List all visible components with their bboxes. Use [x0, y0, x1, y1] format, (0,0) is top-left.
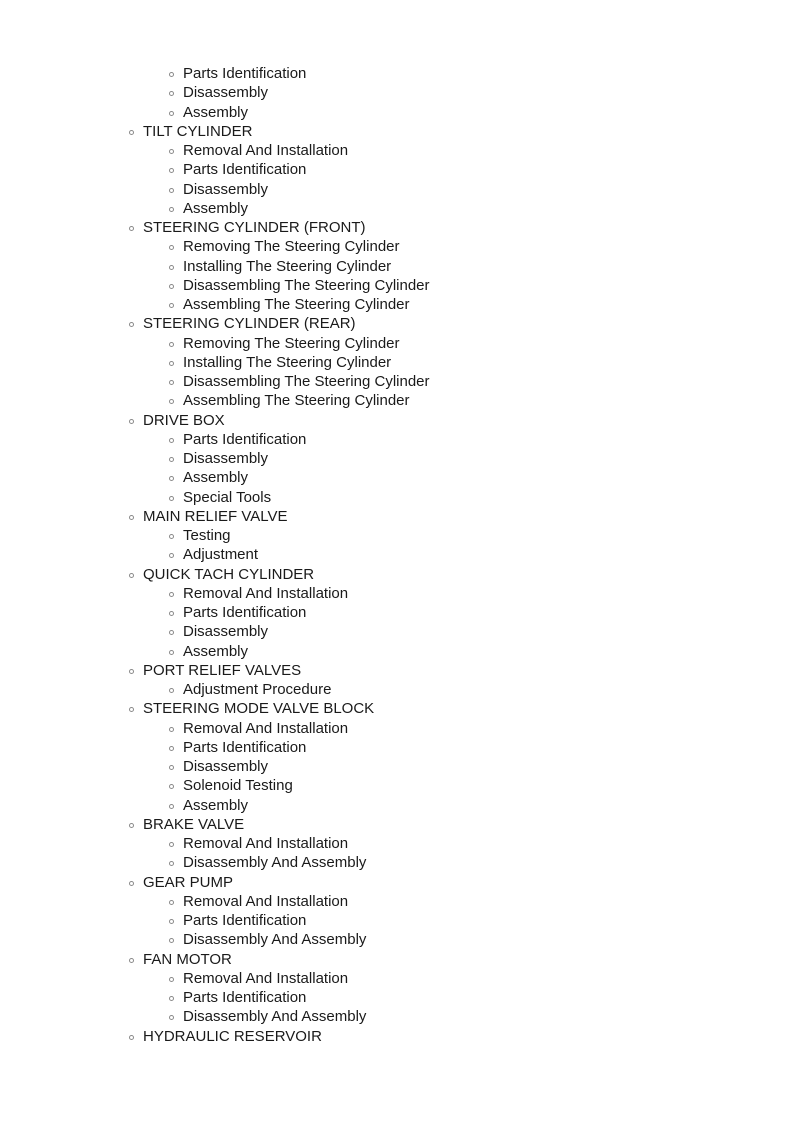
toc-section-item: [0, 873, 794, 892]
toc-section-item: [0, 314, 794, 333]
toc-subsection-item: [0, 642, 794, 661]
toc-item-label: STEERING CYLINDER (REAR): [143, 315, 356, 333]
bullet-circle-icon: [129, 958, 134, 963]
bullet-circle-icon: [169, 688, 174, 693]
bullet-circle-icon: [129, 669, 134, 674]
toc-subsection-item: [0, 834, 794, 853]
bullet-circle-icon: [129, 515, 134, 520]
bullet-circle-icon: [129, 322, 134, 327]
toc-section-item: [0, 815, 794, 834]
bullet-circle-icon: [129, 226, 134, 231]
toc-item-label: Disassembly: [183, 450, 269, 467]
bullet-circle-icon: [129, 823, 134, 828]
toc-item-label: Disassembly: [183, 84, 269, 102]
bullet-circle-icon: [129, 573, 134, 578]
bullet-circle-icon: [169, 919, 174, 924]
bullet-circle-icon: [129, 881, 134, 886]
bullet-circle-icon: [169, 361, 174, 366]
bullet-circle-icon: [169, 611, 174, 616]
toc-subsection-item: [0, 738, 794, 757]
bullet-circle-icon: [169, 861, 174, 866]
bullet-circle-icon: [169, 168, 174, 173]
toc-subsection-item: [0, 295, 794, 314]
toc-subsection-item: [0, 853, 794, 872]
toc-item-label: Removal And Installation: [183, 142, 349, 159]
toc-item-label: Disassembly And Assembly: [183, 931, 367, 949]
bullet-circle-icon: [169, 284, 174, 289]
toc-subsection-item: [0, 180, 794, 199]
toc-item-label: Parts Identification: [183, 989, 307, 1006]
toc-item-label: GEAR PUMP: [143, 873, 234, 891]
toc-subsection-item: [0, 622, 794, 641]
bullet-circle-icon: [169, 900, 174, 905]
toc-item-label: Testing: [183, 527, 231, 544]
toc-item-label: Assembly: [183, 469, 249, 487]
toc-item-label: DRIVE BOX: [143, 411, 225, 429]
bullet-circle-icon: [169, 553, 174, 558]
bullet-circle-icon: [169, 476, 174, 481]
toc-subsection-item: [0, 911, 794, 930]
toc-item-label: Assembly: [183, 199, 249, 217]
bullet-circle-icon: [169, 630, 174, 635]
bullet-circle-icon: [169, 977, 174, 982]
toc-item-label: BRAKE VALVE: [143, 815, 245, 833]
toc-subsection-item: [0, 930, 794, 949]
toc-item-label: Installing The Steering Cylinder: [183, 353, 392, 371]
toc-subsection-item: [0, 719, 794, 738]
toc-section-item: [0, 411, 794, 430]
toc-section-item: [0, 507, 794, 526]
bullet-circle-icon: [169, 842, 174, 847]
toc-subsection-item: [0, 391, 794, 410]
bullet-circle-icon: [169, 188, 174, 193]
toc-item-label: Solenoid Testing: [183, 777, 293, 795]
bullet-circle-icon: [169, 592, 174, 597]
toc-section-item: [0, 122, 794, 141]
toc-item-label: Removal And Installation: [183, 719, 349, 737]
toc-item-label: STEERING MODE VALVE BLOCK: [143, 700, 375, 718]
bullet-circle-icon: [129, 130, 134, 135]
toc-subsection-item: [0, 545, 794, 564]
toc-subsection-item: [0, 680, 794, 699]
toc-item-label: PORT RELIEF VALVES: [143, 661, 302, 679]
bullet-circle-icon: [169, 534, 174, 539]
toc-item-label: QUICK TACH CYLINDER: [143, 565, 315, 583]
bullet-circle-icon: [169, 149, 174, 154]
toc-subsection-item: [0, 526, 794, 545]
toc-subsection-item: [0, 334, 794, 353]
toc-item-label: Assembly: [183, 796, 249, 814]
toc-item-label: Parts Identification: [183, 912, 307, 929]
bullet-circle-icon: [169, 1015, 174, 1020]
toc-section-item: [0, 661, 794, 680]
toc-item-label: STEERING CYLINDER (FRONT): [143, 219, 366, 236]
toc-item-label: Assembling The Steering Cylinder: [183, 296, 410, 313]
bullet-circle-icon: [169, 727, 174, 732]
toc-subsection-item: [0, 969, 794, 988]
bullet-circle-icon: [169, 265, 174, 270]
toc-subsection-item: [0, 83, 794, 102]
toc-item-label: FAN MOTOR: [143, 950, 232, 968]
bullet-circle-icon: [129, 1035, 134, 1040]
toc-item-label: Disassembly And Assembly: [183, 854, 367, 872]
toc-subsection-item: [0, 488, 794, 507]
toc-subsection-item: [0, 64, 794, 83]
toc-item-label: Removal And Installation: [183, 969, 349, 987]
bullet-circle-icon: [169, 496, 174, 501]
bullet-circle-icon: [169, 746, 174, 751]
toc-subsection-item: [0, 468, 794, 487]
toc-subsection-item: [0, 372, 794, 391]
toc-item-label: Disassembling The Steering Cylinder: [183, 276, 430, 294]
bullet-circle-icon: [169, 380, 174, 385]
toc-subsection-item: [0, 103, 794, 122]
toc-item-label: Adjustment: [183, 546, 259, 564]
toc-subsection-item: [0, 757, 794, 776]
toc-subsection-item: [0, 584, 794, 603]
toc-subsection-item: [0, 892, 794, 911]
toc-subsection-item: [0, 160, 794, 179]
toc-subsection-item: [0, 449, 794, 468]
toc-subsection-item: [0, 199, 794, 218]
toc-item-label: Special Tools: [183, 488, 272, 506]
bullet-circle-icon: [129, 707, 134, 712]
toc-item-label: Installing The Steering Cylinder: [183, 257, 392, 275]
toc-item-label: MAIN RELIEF VALVE: [143, 507, 288, 525]
toc-item-label: Removal And Installation: [183, 892, 349, 910]
bullet-circle-icon: [169, 72, 174, 77]
table-of-contents: [0, 64, 794, 1046]
toc-section-item: [0, 950, 794, 969]
toc-item-label: Parts Identification: [183, 430, 307, 448]
toc-item-label: Parts Identification: [183, 604, 307, 621]
toc-item-label: Removal And Installation: [183, 584, 349, 602]
toc-subsection-item: [0, 257, 794, 276]
toc-item-label: Removing The Steering Cylinder: [183, 238, 400, 256]
bullet-circle-icon: [169, 303, 174, 308]
toc-subsection-item: [0, 353, 794, 372]
toc-item-label: Assembling The Steering Cylinder: [183, 392, 410, 410]
toc-item-label: Adjustment Procedure: [183, 681, 332, 698]
toc-item-label: TILT CYLINDER: [143, 122, 253, 140]
toc-section-item: [0, 565, 794, 584]
toc-subsection-item: [0, 1007, 794, 1026]
bullet-circle-icon: [169, 91, 174, 96]
bullet-circle-icon: [169, 996, 174, 1001]
bullet-circle-icon: [169, 342, 174, 347]
bullet-circle-icon: [169, 457, 174, 462]
toc-item-label: Assembly: [183, 103, 249, 121]
bullet-circle-icon: [169, 399, 174, 404]
bullet-circle-icon: [169, 207, 174, 212]
bullet-circle-icon: [169, 245, 174, 250]
toc-subsection-item: [0, 430, 794, 449]
toc-subsection-item: [0, 141, 794, 160]
toc-item-label: Removing The Steering Cylinder: [183, 334, 400, 352]
toc-subsection-item: [0, 237, 794, 256]
bullet-circle-icon: [169, 804, 174, 809]
toc-item-label: Parts Identification: [183, 161, 307, 179]
toc-item-label: Assembly: [183, 642, 249, 660]
toc-item-label: Disassembly: [183, 623, 269, 641]
toc-item-label: Parts Identification: [183, 738, 307, 756]
toc-section-item: [0, 1027, 794, 1046]
bullet-circle-icon: [129, 419, 134, 424]
bullet-circle-icon: [169, 438, 174, 443]
toc-item-label: Disassembling The Steering Cylinder: [183, 373, 430, 390]
toc-subsection-item: [0, 603, 794, 622]
toc-item-label: HYDRAULIC RESERVOIR: [143, 1027, 322, 1045]
bullet-circle-icon: [169, 938, 174, 943]
toc-section-item: [0, 699, 794, 718]
bullet-circle-icon: [169, 784, 174, 789]
toc-subsection-item: [0, 276, 794, 295]
toc-item-label: Removal And Installation: [183, 835, 349, 852]
toc-subsection-item: [0, 796, 794, 815]
bullet-circle-icon: [169, 111, 174, 116]
bullet-circle-icon: [169, 765, 174, 770]
bullet-circle-icon: [169, 650, 174, 655]
toc-item-label: Parts Identification: [183, 65, 307, 82]
toc-subsection-item: [0, 988, 794, 1007]
toc-item-label: Disassembly: [183, 180, 269, 198]
toc-item-label: Disassembly And Assembly: [183, 1008, 367, 1026]
toc-section-item: [0, 218, 794, 237]
toc-item-label: Disassembly: [183, 758, 269, 775]
toc-subsection-item: [0, 776, 794, 795]
